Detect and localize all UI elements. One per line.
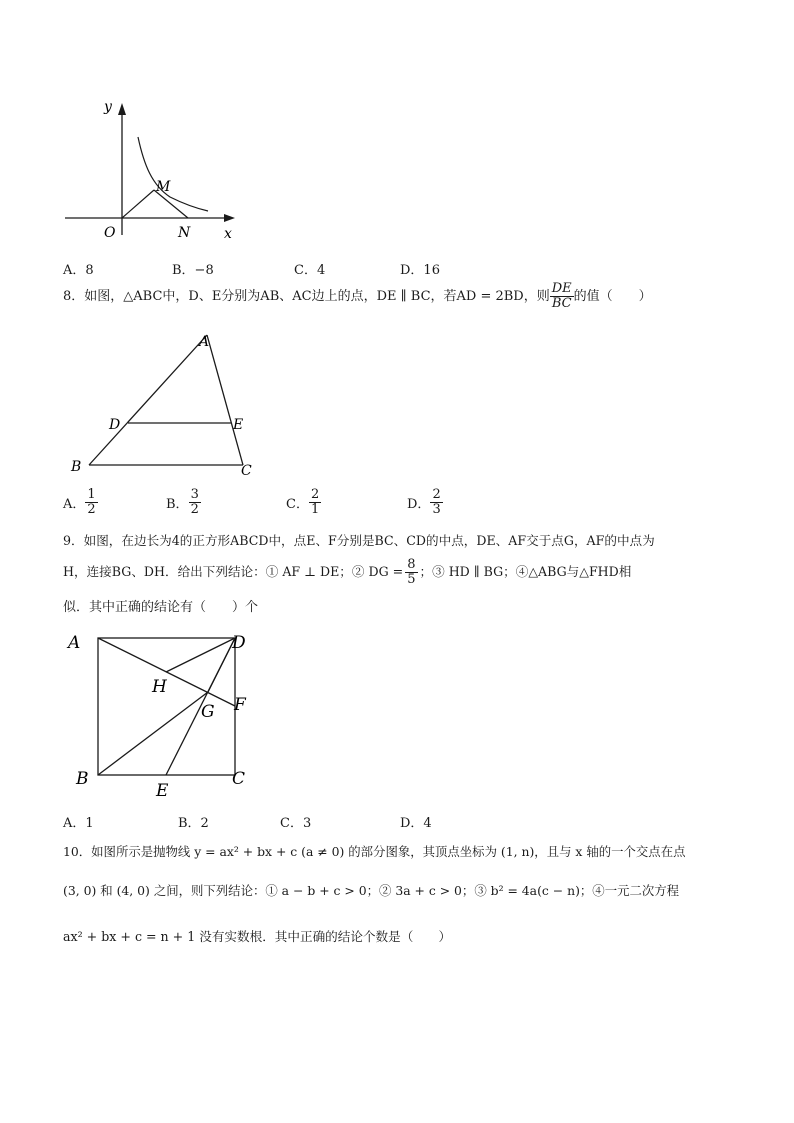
q7-option-d[interactable]: D．16 — [400, 263, 440, 278]
q8-option-b-num: 3 — [190, 487, 199, 502]
q7-figure — [60, 95, 250, 245]
vertex-b-label: B — [76, 769, 89, 789]
q9-option-c[interactable]: C．3 — [280, 816, 312, 831]
q9-dg-den: 5 — [407, 571, 416, 587]
side-ac — [207, 335, 243, 465]
q8-figure — [65, 325, 265, 480]
q8-option-b[interactable] — [166, 488, 201, 516]
q9-stem-line3: 似．其中正确的结论有（ ）个 — [63, 600, 259, 615]
q9-stem-line2 — [63, 558, 631, 586]
q8-option-d-fraction — [430, 488, 442, 516]
q8-option-c-fraction — [309, 488, 321, 516]
q8-option-c-num: 2 — [310, 487, 320, 502]
point-e-label: E — [156, 781, 169, 801]
q8-option-c[interactable] — [286, 488, 321, 516]
q9-line2-part1: H，连接BG、DH．给出下列结论：① AF ⊥ DE；② DG = — [63, 563, 404, 579]
q8-ratio-fraction — [550, 282, 574, 310]
q8-option-d-den: 3 — [432, 501, 441, 517]
q8-option-d[interactable] — [407, 488, 443, 516]
q10-stem-line1: 10．如图所示是抛物线 y = ax² + bx + c (a ≠ 0) 的部分图象，其顶点坐标为 (1, n)，且与 x 轴的一个交点在点 — [63, 844, 686, 859]
q9-dg-fraction — [405, 558, 417, 586]
q8-option-d-label: D． — [407, 496, 431, 512]
q8-option-b-den: 2 — [190, 501, 199, 517]
q9-option-b[interactable]: B．2 — [178, 816, 209, 831]
q10-stem-line3: ax² + bx + c = n + 1 没有实数根．其中正确的结论个数是（ ） — [63, 929, 452, 944]
vertex-d-label: D — [232, 633, 246, 653]
side-ab — [89, 334, 210, 465]
q8-option-c-den: 1 — [310, 501, 320, 517]
q8-option-a-fraction — [85, 488, 97, 516]
point-d-label: D — [109, 417, 121, 433]
point-e-label: E — [233, 417, 244, 433]
q8-option-a-label: A． — [63, 496, 86, 512]
point-g-label: G — [201, 702, 215, 722]
q9-option-a[interactable]: A．1 — [63, 816, 94, 831]
x-axis-label: x — [224, 226, 232, 242]
q9-dg-num: 8 — [407, 557, 416, 572]
segment-bd — [208, 638, 235, 692]
vertex-c-label: C — [232, 769, 246, 789]
q8-option-a[interactable] — [63, 488, 98, 516]
q7-option-c[interactable]: C．4 — [294, 263, 326, 278]
point-m-label: M — [156, 179, 171, 195]
point-h-label: H — [152, 677, 167, 697]
vertex-b-label: B — [71, 459, 82, 475]
x-axis-arrow — [224, 214, 235, 222]
segment-om — [122, 190, 154, 218]
q10-stem-line2: (3, 0) 和 (4, 0) 之间，则下列结论：① a − b + c > 0；② 3a + c > 0；③ b² = 4a(c − n)；④一元二次方程 — [63, 883, 680, 898]
point-f-label: F — [234, 695, 246, 715]
q8-option-d-num: 2 — [432, 487, 441, 502]
q8-option-b-label: B． — [166, 496, 189, 512]
q8-stem-part1: 8．如图，△ABC中，D、E分别为AB、AC边上的点，DE ∥ BC，若AD = 2BD，则 — [63, 288, 550, 304]
segment-bg — [98, 692, 208, 775]
hyperbola-curve — [138, 137, 208, 211]
q8-stem-part2: 的值（ ） — [573, 288, 652, 304]
q8-ratio-numerator: DE — [551, 281, 572, 296]
q9-option-d[interactable]: D．4 — [400, 816, 432, 831]
y-axis-arrow — [118, 103, 126, 115]
q8-option-a-num: 1 — [87, 487, 96, 502]
q9-figure — [60, 628, 260, 803]
y-axis-label: y — [104, 99, 112, 115]
q8-option-c-label: C． — [286, 496, 309, 512]
segment-dh — [166, 638, 235, 672]
vertex-c-label: C — [241, 463, 252, 479]
q8-stem — [63, 282, 652, 310]
point-n-label: N — [178, 225, 191, 241]
q7-option-b[interactable]: B．−8 — [172, 263, 214, 278]
vertex-a-label: A — [68, 633, 81, 653]
vertex-a-label: A — [199, 334, 210, 350]
q8-option-b-fraction — [189, 488, 201, 516]
q9-line2-part2: ；③ HD ∥ BG；④△ABG与△FHD相 — [419, 563, 632, 579]
q8-option-a-den: 2 — [87, 501, 96, 517]
q8-ratio-denominator: BC — [551, 295, 572, 311]
q9-stem-line1: 9．如图，在边长为4的正方形ABCD中，点E、F分别是BC、CD的中点，DE、AF交于点G，AF的中点为 — [63, 533, 655, 548]
q7-option-a[interactable]: A．8 — [63, 263, 94, 278]
origin-label: O — [104, 225, 116, 241]
